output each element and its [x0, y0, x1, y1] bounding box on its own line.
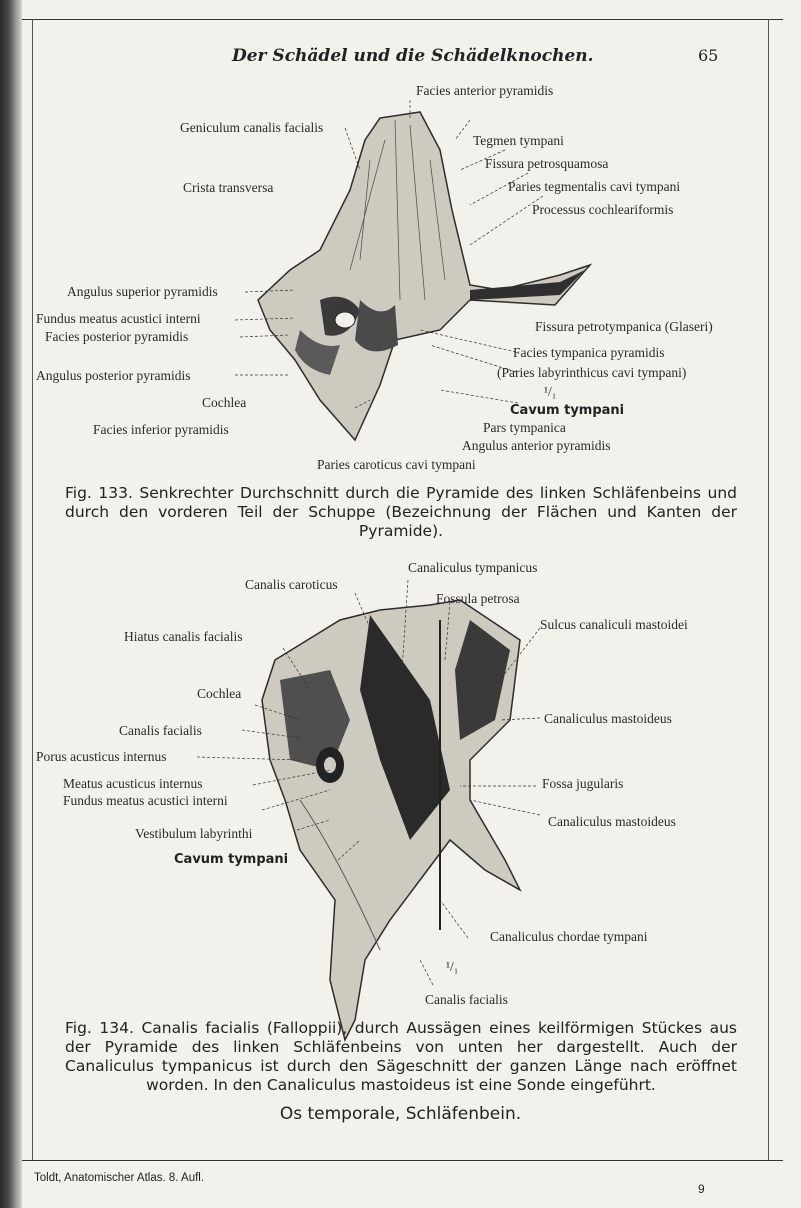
label-paries-labyrinthicus: (Paries labyrinthicus cavi tympani): [497, 365, 687, 380]
label-canaliculus-mastoideus-2: Canaliculus mastoideus: [548, 814, 676, 829]
label-processus: Processus cochleariformis: [532, 202, 674, 217]
label-crista: Crista transversa: [183, 180, 274, 195]
footer-credit: Toldt, Anatomischer Atlas. 8. Aufl.: [34, 1172, 205, 1184]
label-fundus-134: Fundus meatus acustici interni: [63, 793, 228, 808]
label-scale-134: ¹/₁: [446, 959, 459, 974]
label-paries-tegmentalis: Paries tegmentalis cavi tympani: [508, 179, 681, 194]
label-canalis-facialis-1: Canalis facialis: [119, 723, 202, 738]
label-canaliculus-mastoideus-1: Canaliculus mastoideus: [544, 711, 672, 726]
plate-title: Os temporale, Schläfenbein.: [279, 1104, 522, 1124]
caption-fig133: Fig. 133. Senkrechter Durchschnitt durch die Pyramide des linken Schläfenbeins und durch den vorderen Teil der Schuppe (Bezeichnung der Flächen und Kanten der Pyramide).: [65, 484, 737, 540]
label-chordae: Canaliculus chordae tympani: [490, 929, 648, 944]
label-fundus: Fundus meatus acustici interni: [36, 311, 201, 326]
fig133-illustration: [235, 100, 590, 440]
label-cochlea-134: Cochlea: [197, 686, 242, 701]
page-title: Der Schädel und die Schädelknochen.: [232, 46, 594, 66]
label-hiatus: Hiatus canalis facialis: [124, 629, 243, 644]
label-pars-tympanica: Pars tympanica: [483, 420, 566, 435]
label-facies-anterior: Facies anterior pyramidis: [416, 83, 554, 98]
label-sulcus: Sulcus canaliculi mastoidei: [540, 617, 688, 632]
label-cavum-134: Cavum tympani: [174, 852, 289, 867]
label-cavum-133: Cavum tympani: [510, 403, 625, 418]
label-canaliculus-tympanicus: Canaliculus tympanicus: [408, 560, 538, 575]
label-facies-tympanica: Facies tympanica pyramidis: [513, 345, 665, 360]
label-fossula: Fossula petrosa: [436, 591, 520, 606]
label-canalis-caroticus: Canalis caroticus: [245, 577, 338, 592]
label-geniculum: Geniculum canalis facialis: [180, 120, 324, 135]
label-vestibulum: Vestibulum labyrinthi: [135, 826, 253, 841]
label-tegmen: Tegmen tympani: [473, 133, 564, 148]
label-fissura-petrotympanica: Fissura petrotympanica (Glaseri): [535, 319, 713, 334]
label-facies-inferior: Facies inferior pyramidis: [93, 422, 229, 437]
label-fissura-petrosquamosa: Fissura petrosquamosa: [485, 156, 609, 171]
caption-fig134: Fig. 134. Canalis facialis (Falloppii), durch Aussägen eines keilförmigen Stückes aus der Pyramide des linken Schläfenbeins von unten her dargestellt. Auch der Canaliculus tympanicus ist durch den Sägeschnitt der ganzen Länge nach eröffnet worden. In den Canaliculus mastoideus ist eine Sonde eingeführt.: [65, 1019, 737, 1094]
label-scale-133: ¹/₁: [544, 384, 557, 399]
label-cochlea-133: Cochlea: [202, 395, 247, 410]
label-porus: Porus acusticus internus: [36, 749, 167, 764]
label-angulus-posterior: Angulus posterior pyramidis: [36, 368, 191, 383]
label-angulus-anterior: Angulus anterior pyramidis: [462, 438, 611, 453]
label-angulus-superior: Angulus superior pyramidis: [67, 284, 218, 299]
label-fossa-jugularis: Fossa jugularis: [542, 776, 624, 791]
label-paries-caroticus: Paries caroticus cavi tympani: [317, 457, 476, 472]
fig134-illustration: [197, 580, 540, 1040]
label-meatus: Meatus acusticus internus: [63, 776, 203, 791]
page-number: 65: [698, 46, 719, 65]
label-canalis-facialis-2: Canalis facialis: [425, 992, 508, 1007]
footer-signature: 9: [698, 1182, 705, 1196]
label-facies-posterior: Facies posterior pyramidis: [45, 329, 189, 344]
